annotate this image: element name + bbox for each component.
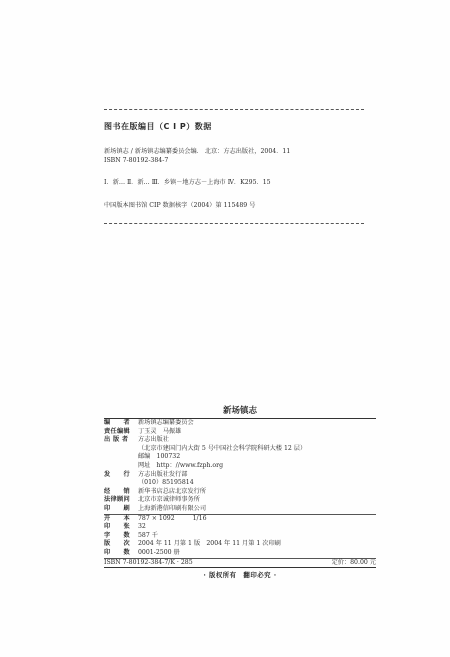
sales-value: 新华书店总店北京发行所 (138, 487, 207, 495)
cip-bottom-dashed-rule (104, 223, 364, 224)
responsible-editor-label: 责任编辑 (104, 427, 130, 435)
cip-top-dashed-rule (104, 109, 364, 110)
colophon-isbn: ISBN 7-80192-384-7/K · 285 (104, 558, 193, 566)
cip-subject-line: Ⅰ．新… Ⅱ．新… Ⅲ．乡镇－地方志－上海市 Ⅳ．K295．15 (104, 179, 271, 186)
publisher-website: 网址 http：//www.fzph.org (138, 461, 224, 469)
publisher-postcode: 邮编 100732 (138, 453, 181, 461)
cip-data-block (104, 121, 394, 210)
publisher-row (104, 436, 376, 445)
book-title: 新场镇志 (222, 406, 257, 416)
sheets-row (104, 523, 376, 532)
edition-row (104, 540, 376, 549)
publisher-value: 方志出版社 (138, 436, 169, 444)
printrun-value: 0001-2500 册 (138, 548, 180, 556)
publisher-label: 出 版 者 (104, 436, 129, 444)
price: 定价：80.00 元 (331, 558, 376, 566)
colophon-bottom-rule (104, 567, 376, 568)
editor-value: 新场镇志编纂委员会 (138, 419, 194, 426)
responsible-editor-row (104, 428, 376, 437)
editor-label: 编 者 (104, 419, 130, 426)
format-value-wrap (138, 515, 376, 524)
print-row (104, 505, 376, 514)
editor-row (104, 419, 376, 428)
isbn-price-row (104, 559, 376, 568)
distribution-row (104, 471, 376, 480)
sheets-label: 印 张 (104, 523, 130, 531)
legal-row (104, 496, 376, 505)
edition-label: 版 次 (104, 540, 130, 548)
distribution-phone: （010）85195814 (138, 479, 194, 487)
cip-number-line: 中国版本图书馆 CIP 数据核字（2004）第 115489 号 (104, 202, 256, 209)
print-label: 印 刷 (104, 504, 130, 512)
colophon (104, 404, 376, 579)
edition-value: 2004 年 11 月第 1 版 2004 年 11 月第 1 次印刷 (138, 540, 281, 548)
cip-isbn-line: ISBN 7-80192-384-7 (104, 157, 169, 164)
distribution-label: 发 行 (104, 470, 130, 478)
distribution-value: 方志出版社发行部 (138, 470, 188, 478)
printrun-label: 印 数 (104, 548, 130, 556)
words-value: 587 千 (138, 531, 158, 539)
format-row (104, 515, 376, 524)
responsible-editor-value: 丁玉灵 马振雄 (138, 427, 182, 435)
sheets-value: 32 (138, 523, 146, 531)
copyright-notice: · 版权所有 翻印必究 · (203, 571, 277, 580)
legal-value: 北京市京诚律师事务所 (138, 496, 200, 504)
cip-bibliographic-line: 新场镇志 / 新场镇志编纂委员会编． 北京：方志出版社，2004．11 (104, 148, 291, 155)
legal-label: 法律顾问 (104, 496, 130, 504)
publisher-address: （北京市建国门内大街 5 号中国社会科学院科研大楼 12 层） (138, 444, 307, 452)
sales-label: 经 销 (104, 487, 130, 495)
words-label: 字 数 (104, 531, 130, 539)
format-label: 开 本 (104, 514, 130, 522)
format-fraction: 1/16 (192, 514, 207, 522)
cip-heading: 图书在版编目（C I P）数据 (104, 122, 212, 131)
format-value: 787 × 1092 (138, 514, 175, 522)
printrun-row (104, 549, 376, 558)
print-value: 上海新港信印刷有限公司 (138, 504, 207, 512)
